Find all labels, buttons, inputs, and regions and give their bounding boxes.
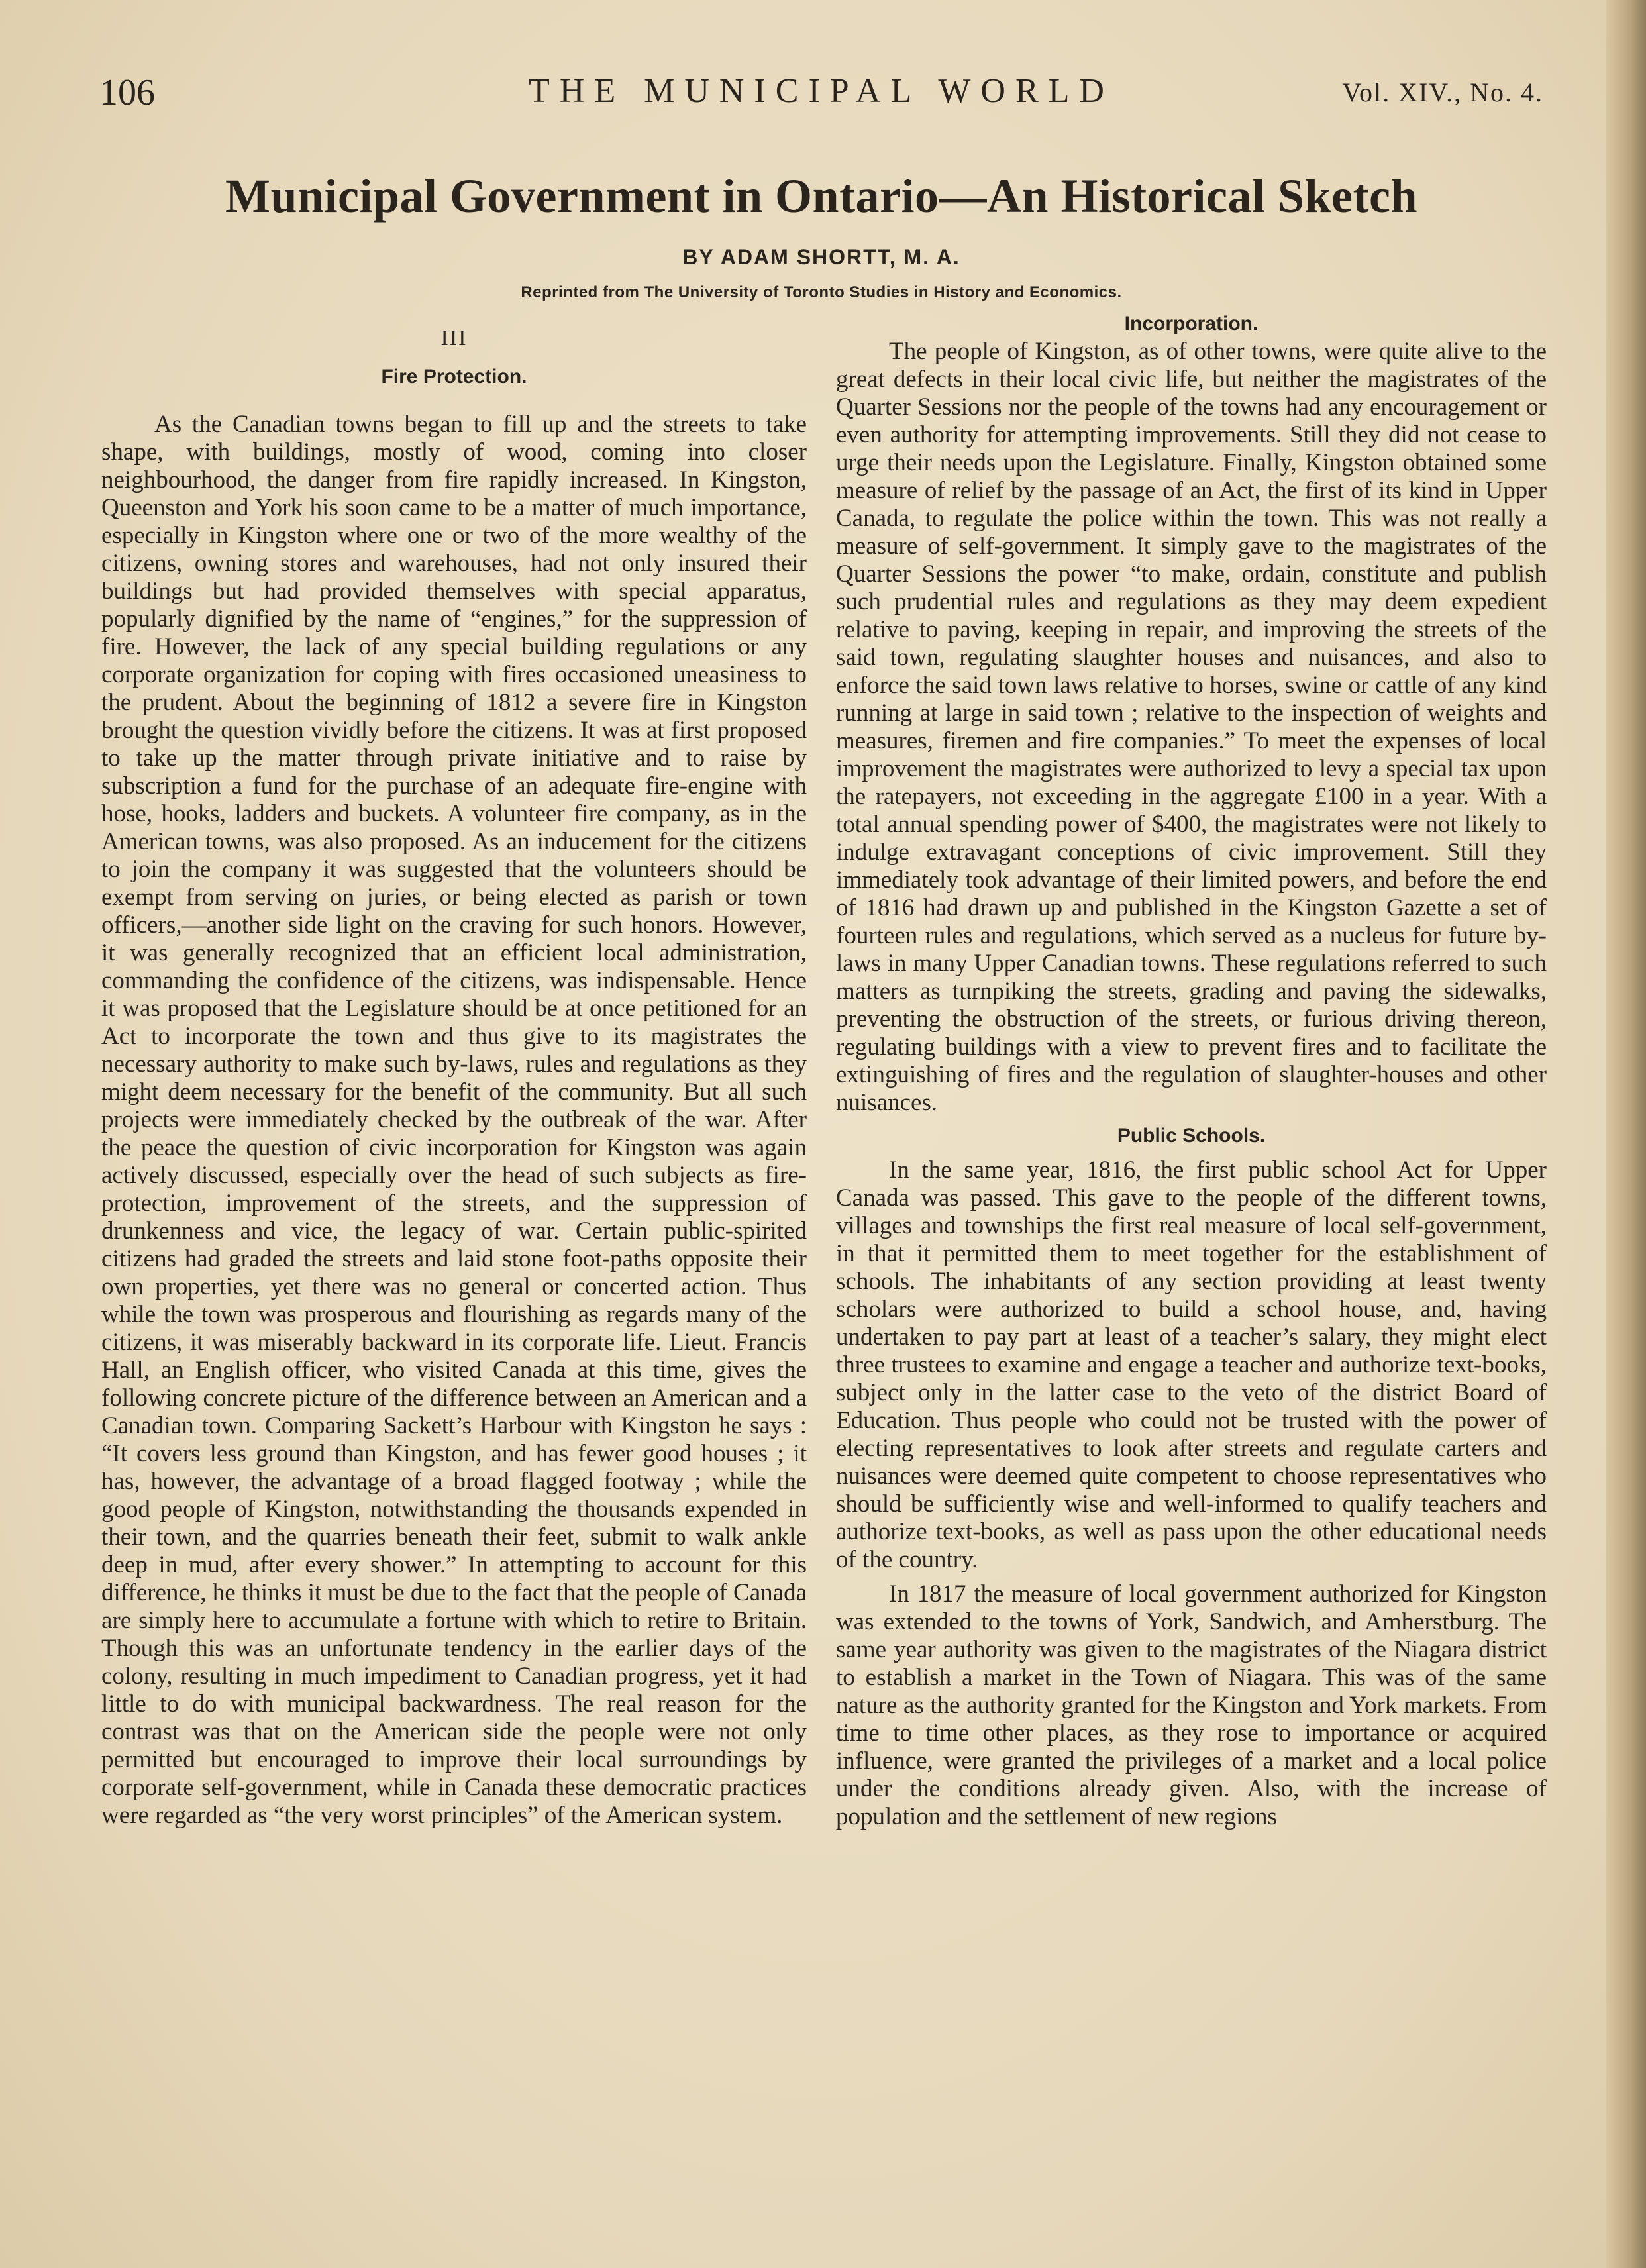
section-heading-incorporation: Incorporation. [1124,313,1259,335]
article-title: Municipal Government in Ontario—An Historical Sketch [225,170,1417,223]
right-column [836,310,1547,1831]
section-heading-public-schools: Public Schools. [1117,1125,1266,1147]
book-spine-edge [1606,0,1646,2268]
incorporation-paragraph: The people of Kingston, as of other towns, were quite alive to the great defects in their local civic life, but neither the magistrates of the Quarter Sessions nor the people of the towns had any encouragement or even authority for attempting improvements. Still they did not cease to urge their needs upon the Legislature. Finally, Kingston obtained some measure of relief by the passage of an Act, the first of its kind in Upper Canada, to regulate the police within the town. This was not really a measure of self-government. It simply gave to the magistrates of the Quarter Sessions the power “to make, ordain, constitute and publish such prudential rules and regulations as they may deem expedient relative to paving, keeping in repair, and improving the streets of the said town, regulating slaughter houses and nuisances, and also to enforce the said town laws relative to horses, swine or cattle of any kind running at large in said town ; relative to the inspection of weights and measures, firemen and fire companies.” To meet the expenses of local improvement the magistrates were authorized to levy a special tax upon the ratepayers, not exceeding in the aggregate £100 in a year. With a total annual spending power of $400, the magistrates were not likely to indulge extravagant conceptions of civic improvement. Still they immediately took advantage of their limited powers, and before the end of 1816 had drawn up and published in the Kingston Gazette a set of fourteen rules and regulations, which served as a nucleus for future by-laws in many Upper Canadian towns. These regulations referred to such matters as turnpiking the streets, grading and paving the sidewalks, preventing the obstruction of the streets, or furious driving thereon, regulating buildings with a view to prevent fires and to facilitate the extinguishing of fires and the regulation of slaughter-houses and other nuisances. [836,338,1547,1116]
volume-number: Vol. XIV., No. 4. [1342,77,1543,107]
left-column [101,311,807,1830]
reprint-note: Reprinted from The University of Toronto Studies in History and Economics. [521,284,1122,301]
part-number: III [440,326,468,350]
article-byline: BY ADAM SHORTT, M. A. [682,245,960,269]
running-head [99,72,1543,118]
page-number: 106 [99,72,155,113]
public-schools-paragraph-1: In the same year, 1816, the first public school Act for Upper Canada was passed. This gave to the people of the different towns, villages and townships the first real measure of local self-government, in that it permitted them to meet together for the establishment of schools. The inhabitants of any section providing at least twenty scholars were authorized to build a school house, and, having undertaken to pay part at least of a teacher’s salary, they might elect three trustees to examine and engage a teacher and authorize text-books, subject only in the latter case to the veto of the district Board of Education. Thus people who could not be trusted with the power of electing representatives to look after streets and regulate carters and nuisances were deemed quite competent to choose representatives who should be sufficiently wise and well-informed to qualify teachers and authorize text-books, as well as pass upon the other educational needs of the country. [836,1157,1547,1573]
fire-protection-paragraph: As the Canadian towns began to fill up and the streets to take shape, with buildings, mostly of wood, coming into closer neighbourhood, the danger from fire rapidly increased. In Kingston, Queenston and York his soon came to be a matter of much importance, especially in Kingston where one or two of the more wealthy of the citizens, owning stores and warehouses, had not only insured their buildings but had provided themselves with special apparatus, popularly dignified by the name of “engines,” for the suppression of fire. However, the lack of any special building regulations or any corporate organization for coping with fires occasioned uneasiness to the prudent. About the beginning of 1812 a severe fire in Kingston brought the question vividly before the citizens. It was at first proposed to take up the matter through private initiative and to raise by subscription a fund for the purchase of an adequate fire-engine with hose, hooks, ladders and buckets. A volunteer fire company, as in the American towns, was also proposed. As an inducement for the citizens to join the company it was suggested that the volunteers should be exempt from serving on juries, or being elected as parish or town officers,—another side light on the craving for such honors. However, it was generally recognized that an efficient local administration, commanding the confidence of the citizens, was indispensable. Hence it was proposed that the Legislature should be at once petitioned for an Act to incorporate the town and thus give to its magistrates the necessary authority to make such by-laws, rules and regulations as they might deem necessary for the benefit of the community. But all such projects were immediately checked by the outbreak of the war. After the peace the question of civic incorporation for Kingston was again actively discussed, especially over the head of such subjects as fire-protection, improvement of the streets, and the suppression of drunkenness and vice, the legacy of war. Certain public-spirited citizens had graded the streets and laid stone foot-paths opposite their own properties, yet there was no general or concerted action. Thus while the town was prosperous and flourishing as regards many of the citizens, it was miserably backward in its corporate life. Lieut. Francis Hall, an English officer, who visited Canada at this time, gives the following concrete picture of the difference between an American and a Canadian town. Comparing Sackett’s Harbour with Kingston he says : “It covers less ground than Kingston, and has fewer good houses ; it has, however, the advantage of a broad flagged footway ; while the good people of Kingston, notwithstanding the thousands expended in their town, and the quarries beneath their feet, submit to walk ankle deep in mud, after every shower.” In attempting to account for this difference, he thinks it must be due to the fact that the people of Canada are simply here to accumulate a fortune with which to retire to Britain. Though this was an unfortunate tendency in the earlier days of the colony, resulting in much impediment to Canadian progress, yet it had little to do with municipal backwardness. The real reason for the contrast was that on the American side the people were not only permitted but encouraged to improve their local surroundings by corporate self-government, while in Canada these democratic practices were regarded as “the very worst principles” of the American system. [101,411,807,1829]
journal-title: THE MUNICIPAL WORLD [529,72,1114,110]
public-schools-paragraph-2: In 1817 the measure of local government authorized for Kingston was extended to the towns of York, Sandwich, and Amherstburg. The same year authority was given to the magistrates of the Niagara district to establish a market in the Town of Niagara. This was of the same nature as the authority granted for the Kingston and York markets. From time to time other places, as they rose to importance or acquired influence, were granted the privileges of a market and a local police under the conditions already given. Also, with the increase of population and the settlement of new regions [836,1580,1547,1830]
section-heading-fire-protection: Fire Protection. [381,366,527,387]
